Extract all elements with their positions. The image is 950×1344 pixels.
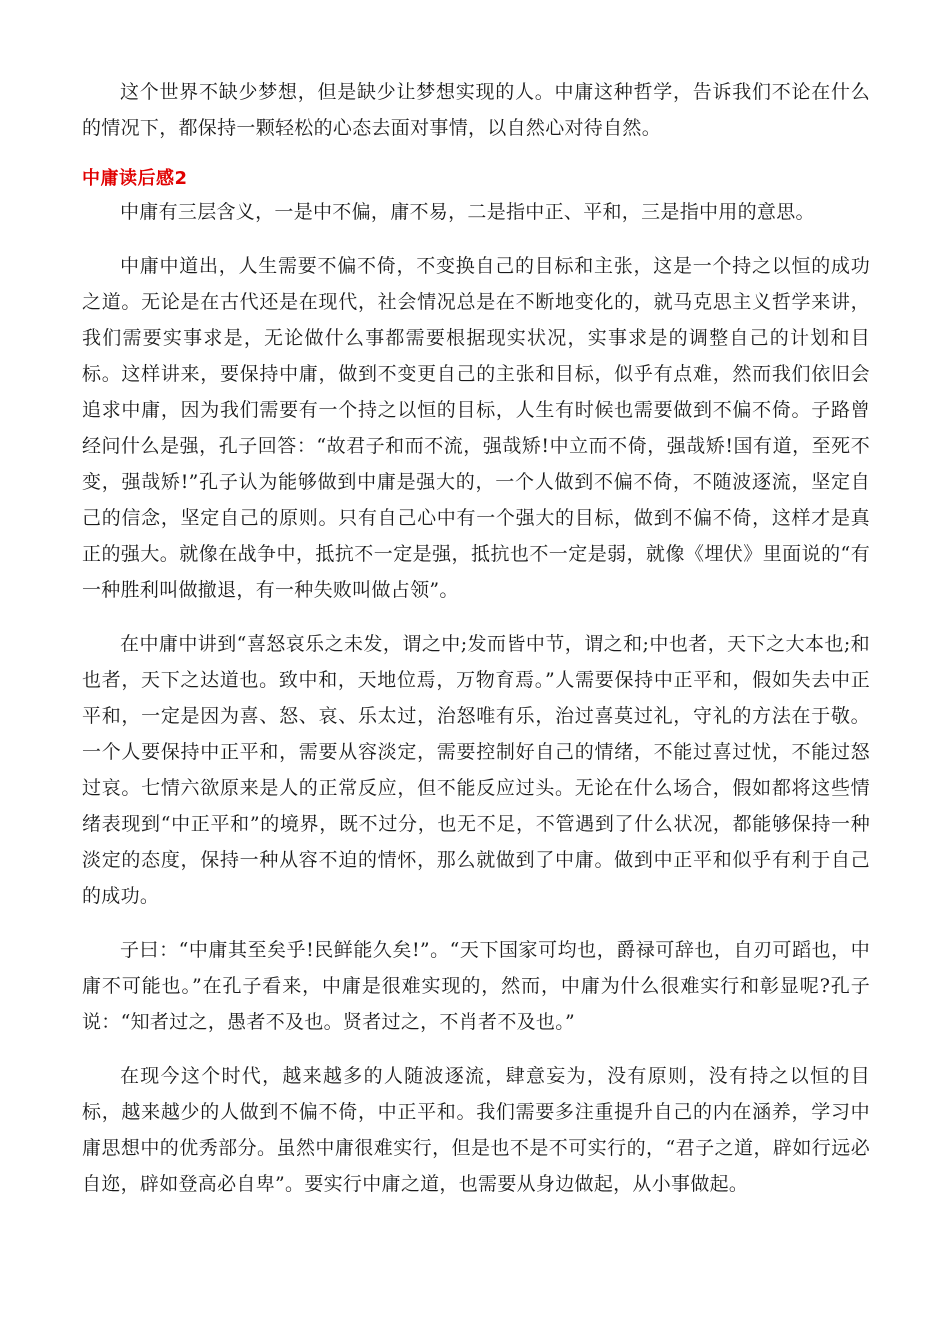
body-paragraph-4: 子曰：“中庸其至矣乎!民鲜能久矣!”。“天下国家可均也，爵禄可辞也，自刃可蹈也，中庸不可能也。”在孔子看来，中庸是很难实现的，然而，中庸为什么很难实行和彰显呢?孔子说：“知者过之，愚者不及也。贤者过之，不肖者不及也。” — [82, 939, 870, 1033]
section-heading: 中庸读后感2 — [82, 168, 188, 189]
intro-paragraph: 这个世界不缺少梦想，但是缺少让梦想实现的人。中庸这种哲学，告诉我们不论在什么的情况下，都保持一颗轻松的心态去面对事情，以自然心对待自然。 — [82, 81, 870, 139]
body-paragraph-3: 在中庸中讲到“喜怒哀乐之未发，谓之中;发而皆中节，谓之和;中也者，天下之大本也;和也者，天下之达道也。致中和，天地位焉，万物育焉。”人需要保持中正平和，假如失去中正平和，一定是因为喜、怒、哀、乐太过，治怒唯有乐，治过喜莫过礼，守礼的方法在于敬。一个人要保持中正平和，需要从容淡定，需要控制好自己的情绪，不能过喜过忧，不能过怒过哀。七情六欲原来是人的正常反应，但不能反应过头。无论在什么场合，假如都将这些情绪表现到“中正平和”的境界，既不过分，也无不足，不管遇到了什么状况，都能够保持一种淡定的态度，保持一种从容不迫的情怀，那么就做到了中庸。做到中正平和似乎有利于自己的成功。 — [82, 633, 870, 907]
body-paragraph-5: 在现今这个时代，越来越多的人随波逐流，肆意妄为，没有原则，没有持之以恒的目标，越来越少的人做到不偏不倚，中正平和。我们需要多注重提升自己的内在涵养，学习中庸思想中的优秀部分。虽然中庸很难实行，但是也不是不可实行的，“君子之道，辟如行远必自迩，辟如登高必自卑”。要实行中庸之道，也需要从身边做起，从小事做起。 — [82, 1065, 870, 1195]
body-paragraph-1: 中庸有三层含义，一是中不偏，庸不易，二是指中正、平和，三是指中用的意思。 — [120, 201, 815, 223]
document-page — [82, 74, 870, 1202]
body-paragraph-2: 中庸中道出，人生需要不偏不倚，不变换自己的目标和主张，这是一个持之以恒的成功之道。无论是在古代还是在现代，社会情况总是在不断地变化的，就马克思主义哲学来讲，我们需要实事求是，无论做什么事都需要根据现实状况，实事求是的调整自己的计划和目标。这样讲来，要保持中庸，做到不变更自己的主张和目标，似乎有点难，然而我们依旧会追求中庸，因为我们需要有一个持之以恒的目标，人生有时候也需要做到不偏不倚。子路曾经问什么是强，孔子回答：“故君子和而不流，强哉矫!中立而不倚，强哉矫!国有道，至死不变，强哉矫!”孔子认为能够做到中庸是强大的，一个人做到不偏不倚，不随波逐流，坚定自己的信念，坚定自己的原则。只有自己心中有一个强大的目标，做到不偏不倚，这样才是真正的强大。就像在战争中，抵抗不一定是强，抵抗也不一定是弱，就像《埋伏》里面说的“有一种胜利叫做撤退，有一种失败叫做占领”。 — [82, 255, 870, 601]
